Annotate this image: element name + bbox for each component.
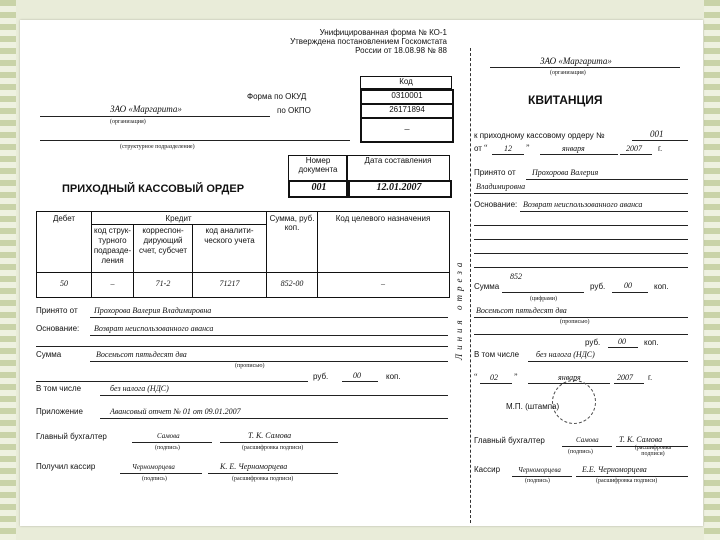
receipt-org: ЗАО «Маргарита» <box>540 56 612 66</box>
sum-words: Восемьсот пятьдесят два <box>96 350 187 359</box>
receipt-quote-open: “ <box>484 143 488 152</box>
receipt-cashier-name-line <box>576 476 688 477</box>
basis-underline-2 <box>36 346 448 347</box>
form-header-line1: Унифицированная форма № КО-1 <box>319 28 447 37</box>
order-title: ПРИХОДНЫЙ КАССОВЫЙ ОРДЕР <box>62 183 245 195</box>
cashier-label: Получил кассир <box>36 462 96 471</box>
cashier-decode-cap: (расшифровка подписи) <box>232 476 294 482</box>
cut-line-label: Линия отреза <box>454 258 464 360</box>
cashier-sig-cap: (подпись) <box>142 476 167 482</box>
cashier-name: К. Е. Черноморцева <box>220 462 288 471</box>
basis-label: Основание: <box>36 324 80 333</box>
receipt-cashier-label: Кассир <box>474 465 501 474</box>
kop-value: 00 <box>353 371 361 380</box>
receipt-cashier-decode-cap: (расшифровка подписи) <box>596 478 658 484</box>
receipt-kop2: коп. <box>644 338 659 347</box>
cell-struct: – <box>110 279 115 288</box>
receipt-basis-label: Основание: <box>474 200 518 209</box>
chief-name-line <box>220 442 338 443</box>
rub-label: руб. <box>313 372 329 381</box>
vat-underline <box>100 395 448 396</box>
cut-dashed-line <box>470 48 471 523</box>
receipt-org-line <box>490 67 680 68</box>
doc-number-label: Номер документа <box>288 155 348 181</box>
chief-signature: Самова <box>157 432 180 440</box>
vat-label: В том числе <box>36 384 82 393</box>
chief-sig-line <box>132 442 212 443</box>
receipt-blank-line-3 <box>474 253 688 254</box>
receipt-chief-signature: Самова <box>576 436 599 444</box>
receipt-quote-open-2: “ <box>474 372 478 381</box>
receipt-kop-val: 00 <box>624 281 632 290</box>
receipt-day-2: 02 <box>490 373 498 382</box>
receipt-from-line-2 <box>474 193 688 194</box>
cashier-sig-line <box>120 473 202 474</box>
doc-date: 12.01.2007 <box>346 180 452 198</box>
receipt-month-2: января <box>558 373 581 382</box>
code-header-cell: Код <box>360 76 452 89</box>
cashier-signature: Черноморцева <box>132 463 175 471</box>
receipt-vat-label: В том числе <box>474 350 520 359</box>
receipt-month-line <box>540 154 618 155</box>
receipt-number-line <box>632 140 688 141</box>
sum-underline <box>90 361 448 362</box>
col-account: корреспон-дирующий счет, субсчет <box>139 226 187 255</box>
receipt-from-label: Принято от <box>474 168 516 177</box>
receipt-words-line <box>474 317 688 318</box>
receipt-chief-label: Главный бухгалтер <box>474 436 545 445</box>
receipt-blank-line-1 <box>474 225 688 226</box>
chief-sig-cap: (подпись) <box>155 445 180 451</box>
receipt-from-1: Прохорова Валерия <box>532 168 599 177</box>
cell-account: 71-2 <box>155 279 171 288</box>
receipt-rub2: руб. <box>585 338 601 347</box>
receipt-cashier-sig-line <box>512 476 572 477</box>
col-analytic: код аналити-ческого учета <box>204 226 255 245</box>
cashier-name-line <box>208 473 338 474</box>
cell-target: – <box>381 279 385 288</box>
receipt-cashier-sig-cap: (подпись) <box>525 478 550 484</box>
cell-analytic: 71217 <box>219 279 240 288</box>
attach-label: Приложение <box>36 407 83 416</box>
sum-underline-2 <box>36 381 308 382</box>
okud-value: 0310001 <box>360 89 454 105</box>
col-debit: Дебет <box>52 214 76 223</box>
from-label: Принято от <box>36 306 78 315</box>
receipt-vat: без налога (НДС) <box>536 350 595 359</box>
form-header-line3: России от 18.08.98 № 88 <box>355 46 447 55</box>
receipt-chief-sig-line <box>562 446 612 447</box>
receipt-sum-label: Сумма <box>474 282 500 291</box>
receipt-chief-sig-cap: (подпись) <box>568 449 593 455</box>
document-sheet <box>20 20 703 526</box>
form-header <box>282 28 447 55</box>
doc-number: 001 <box>288 180 350 198</box>
chief-decode-cap: (расшифровка подписи) <box>242 445 304 451</box>
receipt-year: 2007 <box>626 144 642 153</box>
kop-label: коп. <box>386 372 401 381</box>
receipt-chief-decode-cap: (расшифровка подписи) <box>634 445 672 457</box>
kop-underline <box>342 381 378 382</box>
receipt-cashier-name: Е.Е. Черноморцева <box>582 465 647 474</box>
left-decor-rail <box>0 0 16 540</box>
form-header-line2: Утверждена постановлением Госкомстата <box>290 37 447 46</box>
receipt-month: января <box>562 144 585 153</box>
receipt-rub: руб. <box>590 282 606 291</box>
receipt-words-line-2 <box>474 334 688 335</box>
receipt-day-line <box>492 154 524 155</box>
receipt-basis: Возврат неиспользованного аванса <box>523 200 643 209</box>
receipt-blank-line-4 <box>474 267 688 268</box>
receipt-kop2-line <box>608 347 638 348</box>
from-value: Прохорова Валерия Владимировна <box>94 306 212 315</box>
receipt-day2-line <box>480 383 512 384</box>
basis-underline <box>90 335 448 336</box>
receipt-g-2: г. <box>648 373 653 382</box>
receipt-quote-close-2: ” <box>514 372 518 381</box>
receipt-digits-cap: (цифрами) <box>530 296 557 302</box>
receipt-year-2: 2007 <box>617 373 633 382</box>
receipt-kop2-val: 00 <box>618 337 626 346</box>
receipt-sum-num: 852 <box>510 272 522 281</box>
receipt-org-cap: (организация) <box>550 70 586 76</box>
receipt-sum-num-line <box>502 292 584 293</box>
col-struct: код струк-турного подразде-ления <box>93 226 132 265</box>
chief-label: Главный бухгалтер <box>36 432 107 441</box>
receipt-year2-line <box>614 383 644 384</box>
subdivision-code: – <box>360 117 454 143</box>
okpo-label: по ОКПО <box>277 106 311 115</box>
receipt-from-line <box>526 179 688 180</box>
org-underline <box>40 116 270 117</box>
receipt-title: КВИТАНЦИЯ <box>528 93 603 107</box>
receipt-from-2: Владимировна <box>476 182 526 191</box>
accounting-table <box>36 211 450 298</box>
receipt-cashier-signature: Черноморцева <box>518 466 561 474</box>
sum-caption: (прописью) <box>235 363 265 369</box>
right-decor-rail <box>704 0 720 540</box>
receipt-g: г. <box>658 144 663 153</box>
okud-label: Форма по ОКУД <box>247 92 307 101</box>
cell-sum: 852-00 <box>280 279 304 288</box>
receipt-basis-line <box>520 211 688 212</box>
sum-label: Сумма <box>36 350 62 359</box>
receipt-sum-words: Восемьсот пятьдесят два <box>476 306 567 315</box>
receipt-words-cap: (прописью) <box>560 319 590 325</box>
doc-date-label: Дата составления <box>346 155 450 181</box>
receipt-from-word: от <box>474 144 482 153</box>
col-sum: Сумма, руб. коп. <box>269 214 315 232</box>
subdivision-caption: (структурное подразделение) <box>120 144 195 150</box>
receipt-kop: коп. <box>654 282 669 291</box>
org-caption: (организация) <box>110 119 146 125</box>
receipt-year-line <box>620 154 652 155</box>
receipt-chief-name: Т. К. Самова <box>619 435 663 444</box>
attach-value: Авансовый отчет № 01 от 09.01.2007 <box>110 407 241 416</box>
receipt-number: 001 <box>650 129 664 139</box>
subdivision-underline <box>40 140 350 141</box>
stamp-label: М.П. (штампа) <box>506 402 560 411</box>
receipt-blank-line-2 <box>474 239 688 240</box>
attach-underline <box>100 418 448 419</box>
cell-debit: 50 <box>60 279 68 288</box>
from-underline <box>90 317 448 318</box>
vat-value: без налога (НДС) <box>110 384 169 393</box>
receipt-to-order: к приходному кассовому ордеру № <box>474 131 605 140</box>
okpo-value: 26171894 <box>360 103 454 119</box>
receipt-vat-line <box>528 361 688 362</box>
col-target: Код целевого назначения <box>335 214 431 223</box>
basis-value: Возврат неиспользованного аванса <box>94 324 214 333</box>
receipt-day: 12 <box>504 144 512 153</box>
receipt-quote-close: ” <box>526 143 530 152</box>
org-name: ЗАО «Маргарита» <box>110 104 182 114</box>
receipt-kop-line <box>612 292 648 293</box>
col-credit: Кредит <box>165 214 192 223</box>
chief-name: Т. К. Самова <box>248 431 292 440</box>
